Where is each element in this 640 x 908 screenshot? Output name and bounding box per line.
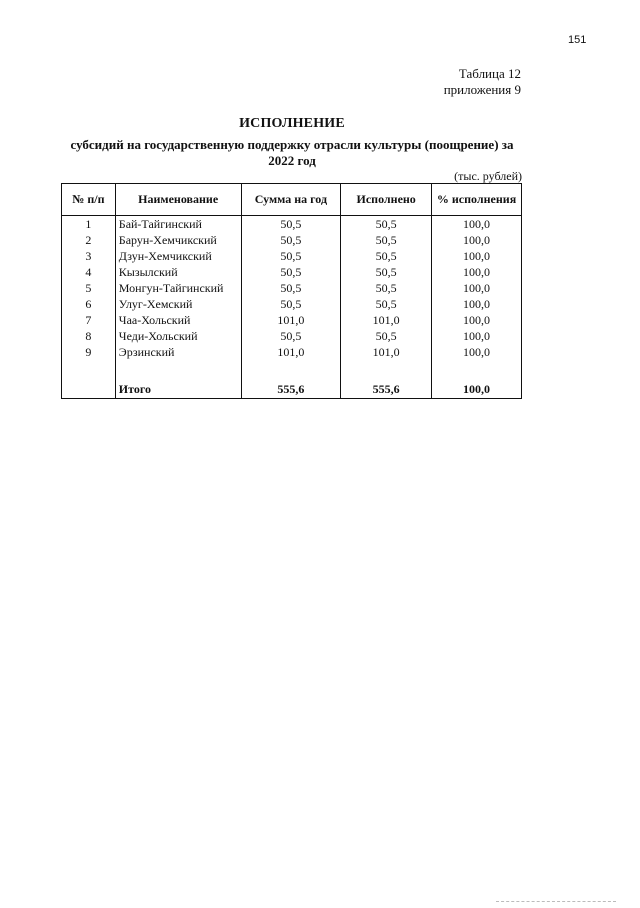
table-reference-line1: Таблица 12 [458,66,521,81]
cell-pct: 100,0 [432,216,522,233]
cell-num: 2 [62,232,116,248]
cell-done: 50,5 [341,264,432,280]
scan-edge-marks [496,901,616,904]
cell-done: 50,5 [341,232,432,248]
cell-name: Кызылский [115,264,241,280]
total-num-cell [62,380,116,399]
cell-done: 50,5 [341,280,432,296]
total-pct: 100,0 [432,380,522,399]
cell-pct: 100,0 [432,328,522,344]
cell-done: 50,5 [341,248,432,264]
spacer-cell [241,360,341,380]
table-reference [444,66,521,98]
cell-sum: 50,5 [241,232,341,248]
table-row [62,296,522,312]
cell-done: 50,5 [341,216,432,233]
cell-done: 101,0 [341,312,432,328]
table-row [62,232,522,248]
cell-name: Бай-Тайгинский [115,216,241,233]
spacer-cell [62,360,116,380]
cell-name: Улуг-Хемский [115,296,241,312]
table-row [62,328,522,344]
document-subtitle: субсидий на государственную поддержку отрасли культуры (поощрение) за 2022 год [70,137,514,168]
cell-sum: 50,5 [241,264,341,280]
cell-name: Чаа-Хольский [115,312,241,328]
execution-table [61,183,522,399]
page-number: 151 [568,34,587,46]
total-sum: 555,6 [241,380,341,399]
spacer-cell [115,360,241,380]
table-row [62,280,522,296]
cell-sum: 50,5 [241,216,341,233]
cell-pct: 100,0 [432,296,522,312]
document-title: ИСПОЛНЕНИЕ [239,116,345,131]
table-total-row [62,380,522,399]
cell-num: 6 [62,296,116,312]
header-num: № п/п [62,184,116,216]
table-row [62,312,522,328]
spacer-cell [432,360,522,380]
table-row [62,216,522,233]
table-reference-line2: приложения 9 [443,82,521,97]
cell-pct: 100,0 [432,264,522,280]
cell-num: 7 [62,312,116,328]
header-name: Наименование [115,184,241,216]
cell-done: 50,5 [341,296,432,312]
cell-name: Монгун-Тайгинский [115,280,241,296]
units-note: (тыс. рублей) [454,169,522,183]
cell-sum: 50,5 [241,280,341,296]
cell-pct: 100,0 [432,312,522,328]
cell-pct: 100,0 [432,344,522,360]
header-done: Исполнено [341,184,432,216]
cell-sum: 50,5 [241,328,341,344]
cell-name: Барун-Хемчикский [115,232,241,248]
table-spacer-row [62,360,522,380]
cell-pct: 100,0 [432,248,522,264]
cell-sum: 101,0 [241,312,341,328]
cell-sum: 50,5 [241,248,341,264]
table-row [62,248,522,264]
cell-num: 8 [62,328,116,344]
cell-pct: 100,0 [432,280,522,296]
cell-num: 5 [62,280,116,296]
cell-name: Чеди-Хольский [115,328,241,344]
total-label: Итого [115,380,241,399]
cell-num: 4 [62,264,116,280]
table-header-row [62,184,522,216]
header-pct: % исполнения [432,184,522,216]
cell-sum: 101,0 [241,344,341,360]
cell-num: 3 [62,248,116,264]
cell-done: 101,0 [341,344,432,360]
cell-pct: 100,0 [432,232,522,248]
cell-name: Эрзинский [115,344,241,360]
cell-num: 1 [62,216,116,233]
table-row [62,264,522,280]
header-sum: Сумма на год [241,184,341,216]
spacer-cell [341,360,432,380]
table-row [62,344,522,360]
cell-num: 9 [62,344,116,360]
cell-sum: 50,5 [241,296,341,312]
cell-done: 50,5 [341,328,432,344]
total-done: 555,6 [341,380,432,399]
cell-name: Дзун-Хемчикский [115,248,241,264]
